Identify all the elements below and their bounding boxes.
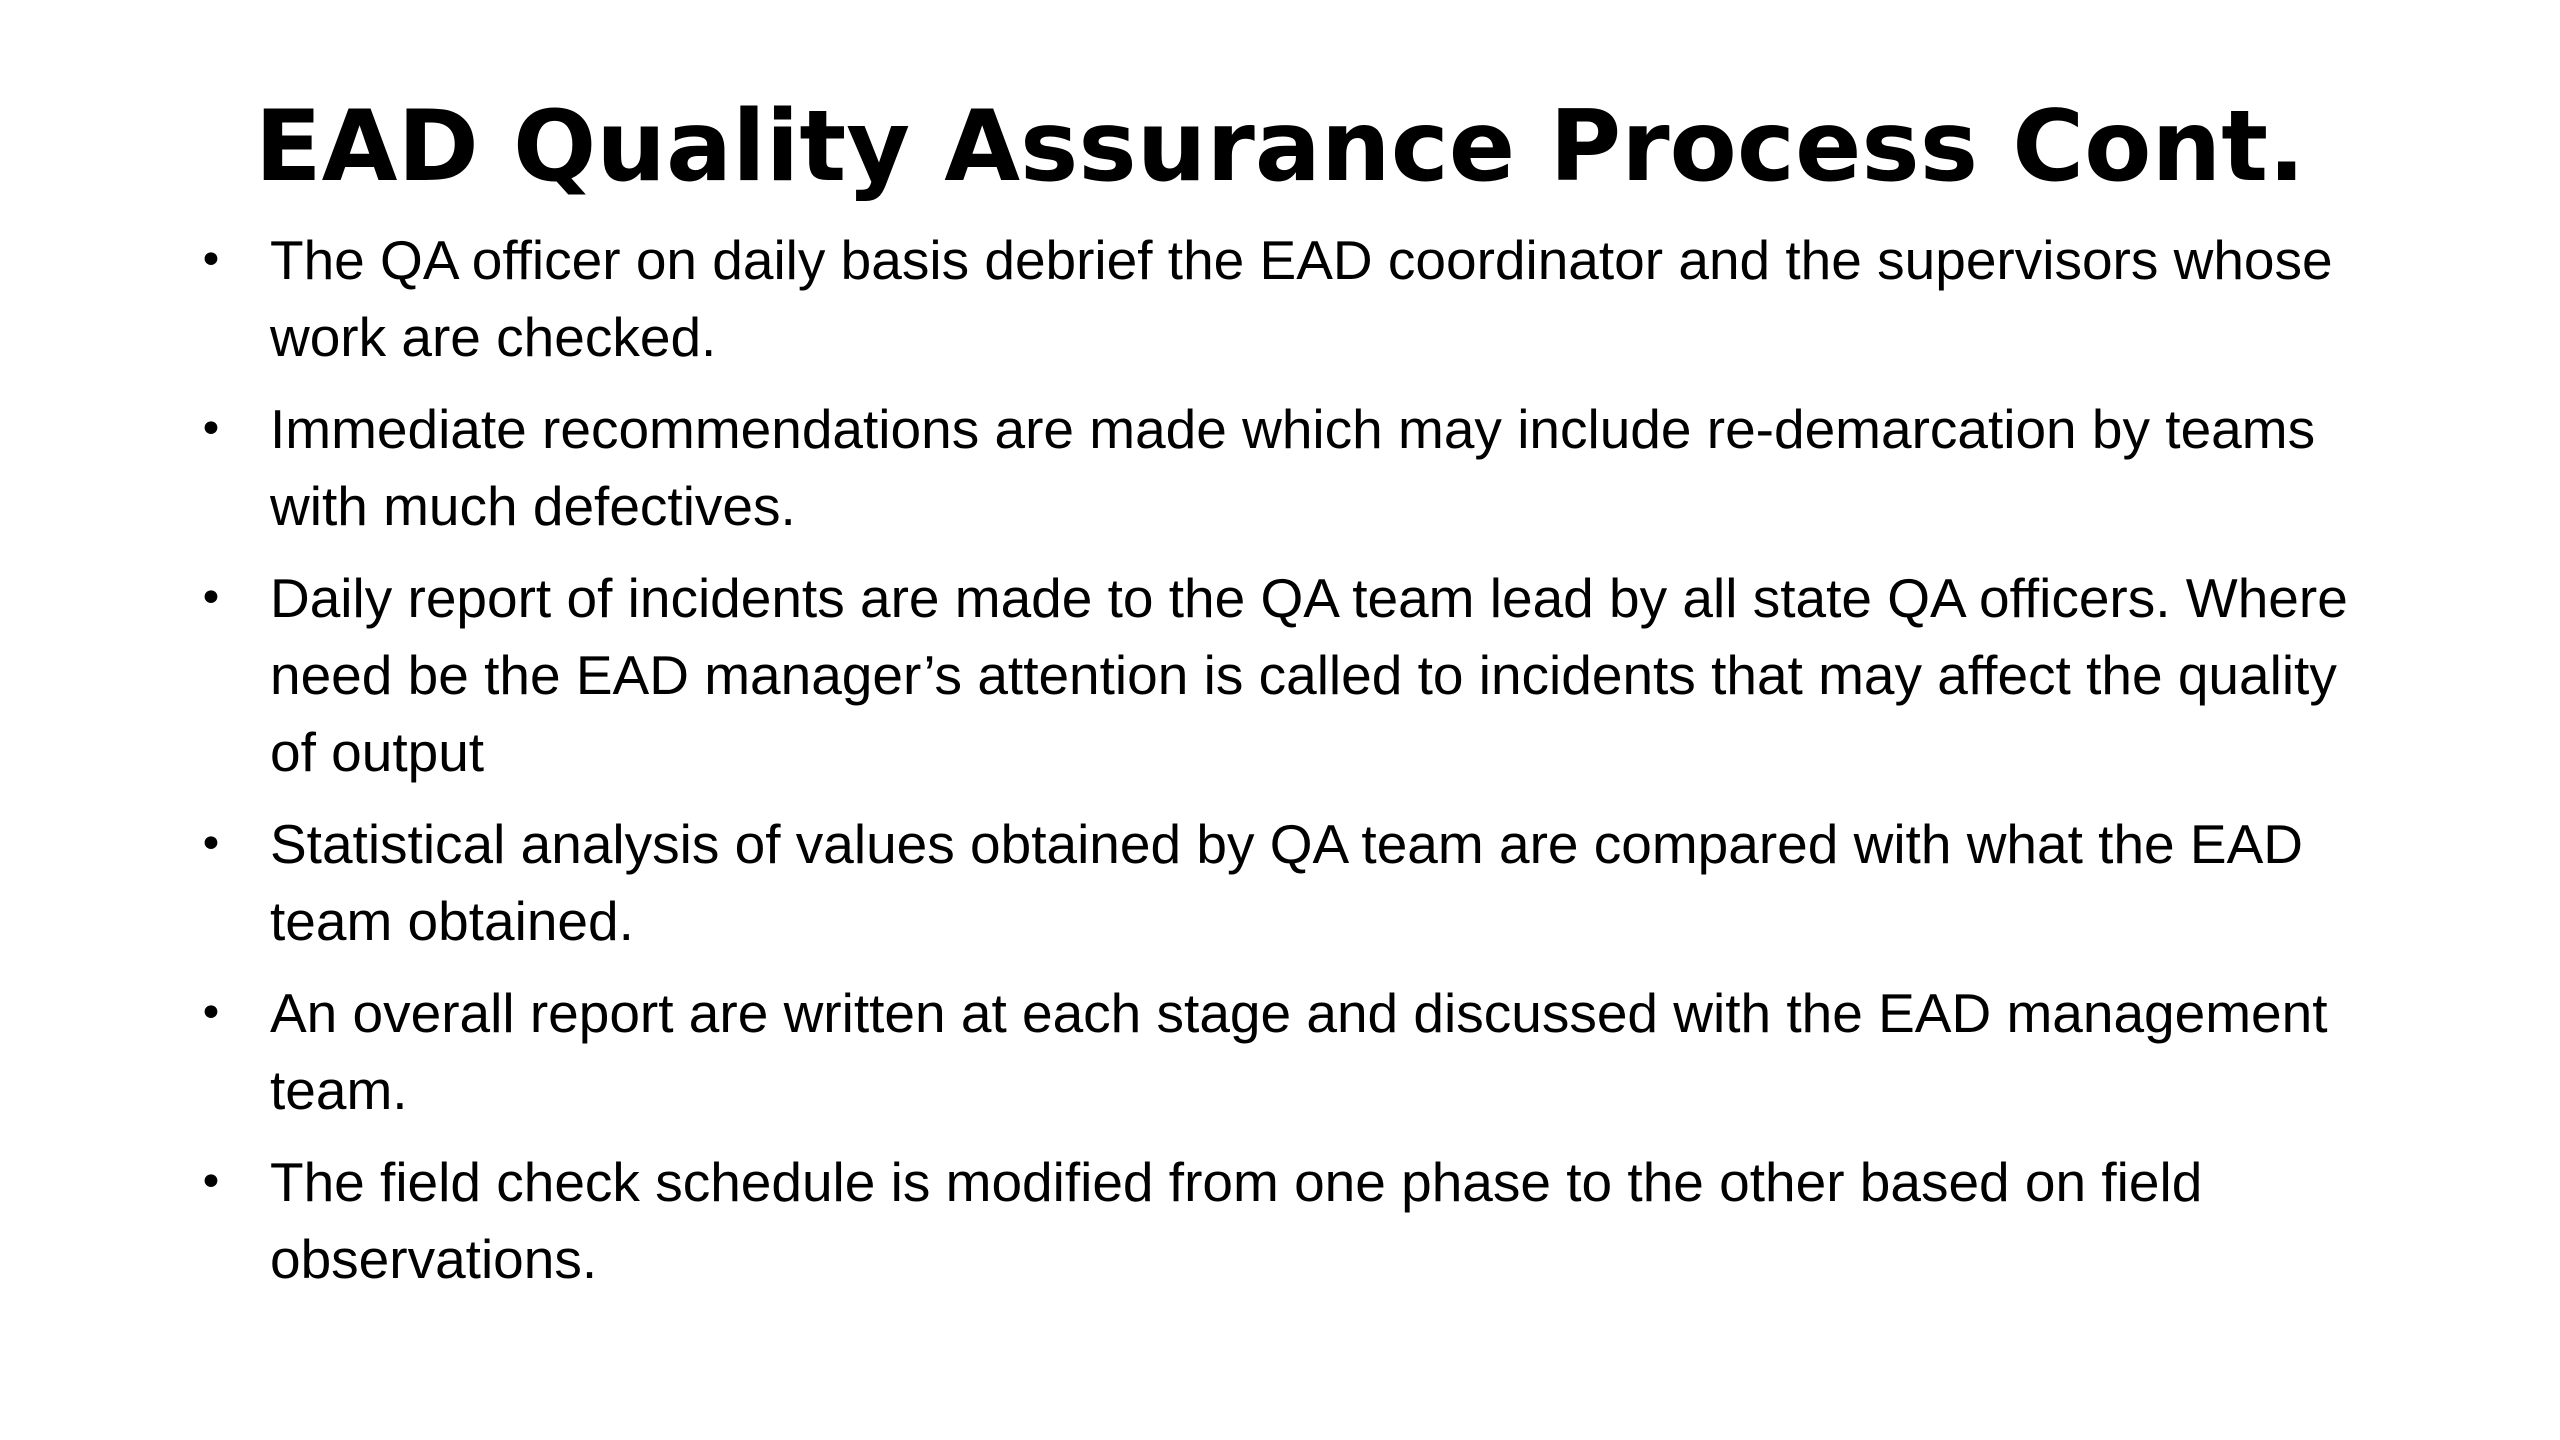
bullet-text: The QA officer on daily basis debrief the EAD coordinator and the supervisors whose work are checked.	[270, 229, 2333, 368]
bullet-item	[190, 975, 2390, 1129]
bullet-icon: •	[198, 988, 224, 1039]
bullet-icon: •	[198, 819, 224, 870]
bullet-text: The field check schedule is modified from one phase to the other based on field observations.	[270, 1151, 2203, 1290]
bullet-text: Immediate recommendations are made which may include re-demarcation by teams with much defectives.	[270, 398, 2316, 537]
bullet-item	[190, 1144, 2390, 1298]
bullet-item	[190, 806, 2390, 960]
bullet-icon: •	[198, 235, 224, 286]
bullet-icon: •	[198, 1157, 224, 1208]
bullet-text: Daily report of incidents are made to the QA team lead by all state QA officers. Where need be the EAD manager’s attention is called to incidents that may affect the quality of output	[270, 567, 2348, 783]
bullet-icon: •	[198, 404, 224, 455]
bullet-list	[190, 222, 2390, 1313]
bullet-item	[190, 222, 2390, 376]
bullet-item	[190, 391, 2390, 545]
bullet-text: An overall report are written at each stage and discussed with the EAD management team.	[270, 982, 2328, 1121]
bullet-icon: •	[198, 573, 224, 624]
bullet-item	[190, 560, 2390, 791]
bullet-text: Statistical analysis of values obtained by QA team are compared with what the EAD team obtained.	[270, 813, 2303, 952]
slide-title: EAD Quality Assurance Process Cont.	[254, 90, 2306, 204]
